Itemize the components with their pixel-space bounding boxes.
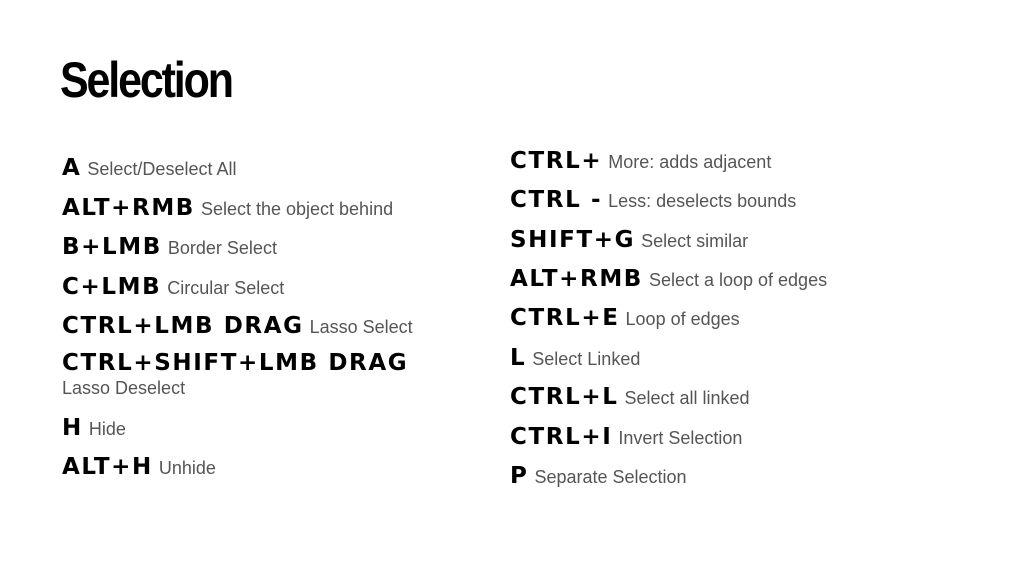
shortcut-description: Lasso Select <box>309 317 413 337</box>
shortcut-description: Circular Select <box>167 278 285 298</box>
shortcut-row <box>62 274 284 300</box>
shortcut-description: Invert Selection <box>618 428 743 448</box>
shortcut-row <box>510 227 748 253</box>
shortcut-description: Loop of edges <box>625 309 740 329</box>
shortcut-row <box>510 266 827 292</box>
shortcut-description: Select a loop of edges <box>648 270 828 290</box>
shortcut-key: B+LMB <box>62 234 162 260</box>
shortcut-key: C+LMB <box>62 274 162 300</box>
shortcut-key: CTRL+L <box>510 384 619 410</box>
shortcut-key: CTRL - <box>510 187 603 213</box>
shortcut-key: CTRL+E <box>510 305 620 331</box>
shortcut-row <box>510 384 750 410</box>
shortcut-row <box>62 415 126 441</box>
shortcut-key: CTRL+I <box>510 424 613 450</box>
shortcut-row <box>62 195 393 221</box>
shortcut-description: Select all linked <box>624 388 750 408</box>
shortcut-description: Select Linked <box>532 349 641 369</box>
slide-title: Selection <box>60 52 232 108</box>
shortcut-description: Select/Deselect All <box>87 159 237 179</box>
shortcut-description: Less: deselects bounds <box>608 191 797 211</box>
shortcut-description: Unhide <box>158 458 216 478</box>
shortcut-row <box>62 313 413 339</box>
shortcut-row <box>510 148 771 174</box>
shortcut-description: Border Select <box>167 238 277 258</box>
shortcut-row <box>62 234 277 260</box>
shortcut-description: Select the object behind <box>200 199 394 219</box>
shortcut-row <box>62 155 236 181</box>
shortcut-key: L <box>510 345 527 371</box>
shortcut-row <box>62 350 408 399</box>
shortcut-row <box>510 463 687 489</box>
shortcut-row <box>510 305 740 331</box>
shortcut-description: Hide <box>88 419 126 439</box>
shortcut-row <box>510 345 640 371</box>
shortcut-key: A <box>62 155 82 181</box>
shortcut-key: ALT+RMB <box>510 266 643 292</box>
shortcut-key: CTRL+SHIFT+LMB DRAG <box>62 350 409 376</box>
shortcut-description: Lasso Deselect <box>62 378 186 398</box>
shortcut-key: CTRL+ <box>510 148 603 174</box>
shortcut-row <box>62 454 216 480</box>
shortcut-row <box>510 187 796 213</box>
shortcut-key: P <box>510 463 529 489</box>
shortcut-key: ALT+RMB <box>62 195 195 221</box>
shortcut-key: SHIFT+G <box>510 227 636 253</box>
shortcut-description: More: adds adjacent <box>608 152 772 172</box>
shortcut-description: Select similar <box>641 231 749 251</box>
shortcut-key: ALT+H <box>62 454 153 480</box>
shortcut-description: Separate Selection <box>534 467 687 487</box>
shortcut-key: H <box>62 415 83 441</box>
shortcut-key: CTRL+LMB DRAG <box>62 313 304 339</box>
shortcut-row <box>510 424 742 450</box>
